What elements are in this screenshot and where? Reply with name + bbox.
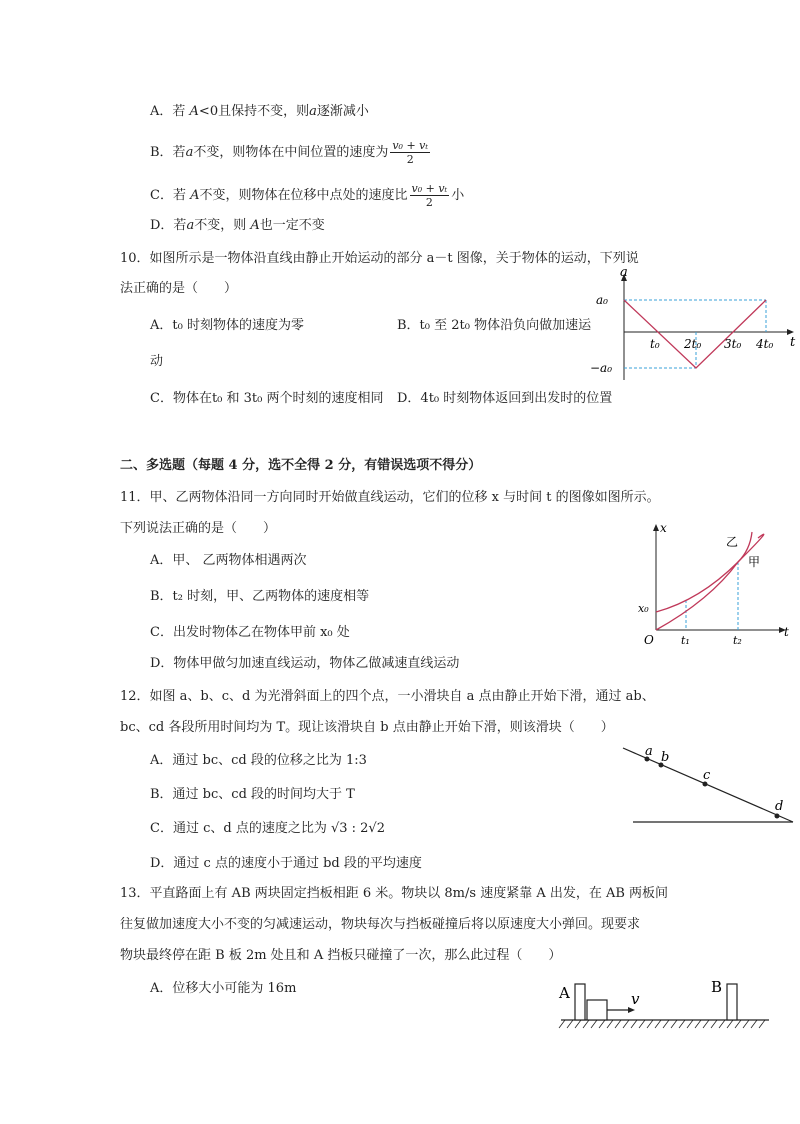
velocity-label: v [631,990,640,1008]
y-pos-label: a₀ [596,293,608,307]
q13-barrier-figure [555,976,775,1032]
q13-stem-1: 13．平直路面上有 AB 两块固定挡板相距 6 米。物块以 8m/s 速度紧靠 A 出发，在 AB 两板间 [120,886,669,901]
point-c: c [703,768,711,783]
fraction: $\frac{\text{v₀ + vₜ}}{2}$ [411,182,448,209]
point-b: b [661,750,670,765]
tick-2t0: 2t₀ [684,337,702,351]
barrier-b-label: B [711,978,723,996]
q9-option-c: C．若 A不变，则物体在位移中点处的速度比 $\frac{\text{v₀ + vₜ}}{2}$ 小 [150,182,465,209]
q13-option-a: A．位移大小可能为 16m [150,981,297,996]
section-heading: 二、多选题（每题 4 分，选不全得 2 分，有错误选项不得分） [120,458,482,473]
q10-stem-1: 10．如图所示是一物体沿直线由静止开始运动的部分 a－t 图像，关于物体的运动，下列说 [120,251,639,266]
q12-option-d: D．通过 c 点的速度小于通过 bd 段的平均速度 [150,856,422,871]
tick-t0: t₀ [650,337,660,351]
q12-option-c: C．通过 c、d 点的速度之比为 √3 : 2√2 [150,821,385,836]
x-axis-label: t [790,335,796,350]
q13-stem-2: 往复做加速度大小不变的匀减速运动，物块每次与挡板碰撞后将以原速度大小弹回。现要求 [120,917,641,932]
q10-at-graph [590,265,800,388]
tick-3t0: 3t₀ [724,337,742,351]
q9-option-d: D．若a不变，则 A也一定不变 [150,218,325,233]
x0-label: x₀ [638,602,649,615]
y-neg-label: −a₀ [590,361,613,375]
q10-stem-2: 法正确的是（ ） [120,281,238,296]
tick-4t0: 4t₀ [756,337,774,351]
q10-option-d: D．4t₀ 时刻物体返回到出发时的位置 [397,391,613,406]
q9-option-b: B．若a不变，则物体在中间位置的速度为 $\frac{\text{v₀ + vₜ}}{2}$ [150,139,429,166]
x-axis-label: t [784,625,789,639]
curve-jia-label: 甲 [748,555,761,569]
q10-option-b: B．t₀ 至 2t₀ 物体沿负向做加速运 [397,318,592,333]
point-d: d [775,799,784,814]
q12-option-a: A．通过 bc、cd 段的位移之比为 1:3 [150,753,367,768]
origin-label: O [644,633,654,647]
q12-stem-2: bc、cd 各段所用时间均为 T。现让该滑块自 b 点由静止开始下滑，则该滑块（ ） [120,720,614,735]
q11-option-d: D．物体甲做匀加速直线运动，物体乙做减速直线运动 [150,656,460,671]
q10-option-a: A．t₀ 时刻物体的速度为零 [150,318,304,333]
y-axis-label: a [620,265,628,280]
fraction: $\frac{\text{v₀ + vₜ}}{2}$ [392,139,429,166]
q11-xt-graph [630,520,794,650]
y-axis-label: x [660,521,667,535]
q12-option-b: B．通过 bc、cd 段的时间均大于 T [150,787,355,802]
q10-option-c: C．物体在t₀ 和 3t₀ 两个时刻的速度相同 [150,391,384,406]
q13-stem-3: 物块最终停在距 B 板 2m 处且和 A 挡板只碰撞了一次，那么此过程（ ） [120,948,562,963]
q11-option-b: B．t₂ 时刻，甲、乙两物体的速度相等 [150,589,370,604]
t2-label: t₂ [733,634,742,647]
q11-option-a: A．甲、 乙两物体相遇两次 [150,553,307,568]
t1-label: t₁ [681,634,690,647]
q9-option-a: A．若 A<0且保持不变，则a逐渐减小 [150,104,369,119]
q11-stem-2: 下列说法正确的是（ ） [120,521,277,536]
point-a: a [645,744,653,759]
q11-option-c: C．出发时物体乙在物体甲前 x₀ 处 [150,625,350,640]
q11-stem-1: 11．甲、乙两物体沿同一方向同时开始做直线运动，它们的位移 x 与时间 t 的图像如图所示。 [120,490,660,505]
q12-stem-1: 12．如图 a、b、c、d 为光滑斜面上的四个点，一小滑块自 a 点由静止开始下滑，通过 ab、 [120,689,655,704]
curve-yi-label: 乙 [726,535,739,549]
barrier-a-label: A [559,984,570,1002]
q10-option-b-cont: 动 [150,354,164,369]
q12-incline-figure [615,742,795,828]
